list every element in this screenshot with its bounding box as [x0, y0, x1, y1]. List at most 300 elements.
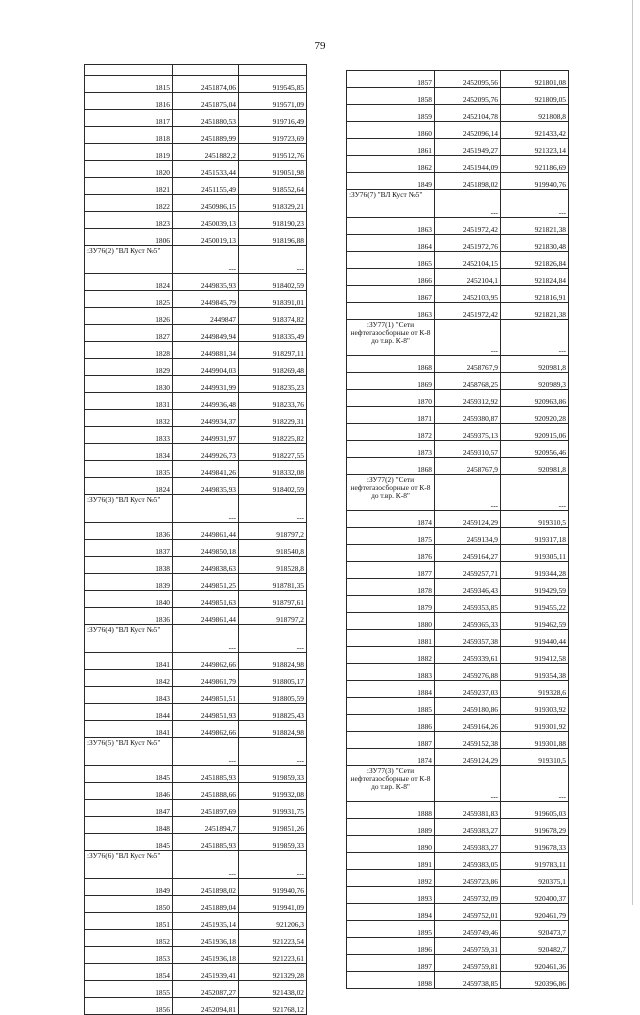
table-row [85, 291, 307, 308]
x-coordinate: 2450986,15 [173, 195, 239, 212]
x-coordinate: --- [173, 851, 239, 879]
table-row [347, 802, 569, 819]
table-row [347, 373, 569, 390]
point-number: 1834 [85, 444, 173, 461]
x-coordinate: 2459257,71 [435, 562, 501, 579]
table-row [85, 766, 307, 783]
x-coordinate: 2449851,63 [173, 591, 239, 608]
point-number: 1819 [85, 144, 173, 161]
section-header-row [347, 766, 569, 802]
point-number: 1839 [85, 574, 173, 591]
y-coordinate: 919941,09 [239, 896, 307, 913]
table-row [85, 557, 307, 574]
y-coordinate: 919412,58 [501, 647, 569, 664]
x-coordinate: 2459353,85 [435, 596, 501, 613]
y-coordinate: 919678,33 [501, 836, 569, 853]
table-row [347, 972, 569, 989]
x-coordinate: 2449838,63 [173, 557, 239, 574]
table-row [85, 461, 307, 478]
x-coordinate: 2449934,37 [173, 410, 239, 427]
table-row [347, 732, 569, 749]
table-row [85, 342, 307, 359]
y-coordinate: 918190,23 [239, 212, 307, 229]
y-coordinate: 920920,28 [501, 407, 569, 424]
y-coordinate: 921186,69 [501, 156, 569, 173]
x-coordinate: 2449850,18 [173, 540, 239, 557]
section-label: :ЗУ77(3) "Сети нефтегазосборные от К-8 до т.вр. К-8" [347, 766, 435, 802]
x-coordinate: 2459237,03 [435, 681, 501, 698]
point-number: 1881 [347, 630, 435, 647]
x-coordinate: 2459134,9 [435, 528, 501, 545]
x-coordinate: 2451972,76 [435, 235, 501, 252]
point-number: 1866 [347, 269, 435, 286]
table-row [347, 596, 569, 613]
x-coordinate: 2449861,44 [173, 523, 239, 540]
x-coordinate: 2449936,48 [173, 393, 239, 410]
point-number: 1880 [347, 613, 435, 630]
point-number: 1898 [347, 972, 435, 989]
y-coordinate: 919605,03 [501, 802, 569, 819]
y-coordinate: 919328,6 [501, 681, 569, 698]
point-number: 1868 [347, 458, 435, 475]
point-number: 1870 [347, 390, 435, 407]
y-coordinate: 919310,5 [501, 511, 569, 528]
x-coordinate: 2449881,34 [173, 342, 239, 359]
x-coordinate: 2459152,38 [435, 732, 501, 749]
x-coordinate: 2459759,81 [435, 955, 501, 972]
point-number: 1826 [85, 308, 173, 325]
x-coordinate: 2449851,93 [173, 704, 239, 721]
x-coordinate: 2452095,76 [435, 88, 501, 105]
table-row [347, 562, 569, 579]
table-row [85, 127, 307, 144]
x-coordinate: --- [173, 738, 239, 766]
x-coordinate: 2459357,38 [435, 630, 501, 647]
table-row [347, 286, 569, 303]
table-row [85, 178, 307, 195]
table-row [85, 653, 307, 670]
x-coordinate: 2451882,2 [173, 144, 239, 161]
y-coordinate: --- [239, 495, 307, 523]
x-coordinate: 2451936,18 [173, 947, 239, 964]
table-row [85, 540, 307, 557]
point-number: 1875 [347, 528, 435, 545]
point-number: 1816 [85, 93, 173, 110]
x-coordinate: 2459381,83 [435, 802, 501, 819]
point-number: 1879 [347, 596, 435, 613]
point-number: 1861 [347, 139, 435, 156]
point-number: 1851 [85, 913, 173, 930]
table-row [85, 393, 307, 410]
section-header-row [85, 625, 307, 653]
x-coordinate: 2452104,1 [435, 269, 501, 286]
table-row [347, 938, 569, 955]
point-number: 1876 [347, 545, 435, 562]
y-coordinate: 921323,14 [501, 139, 569, 156]
point-number: 1840 [85, 591, 173, 608]
y-coordinate: 919723,69 [239, 127, 307, 144]
table-row [347, 71, 569, 88]
y-coordinate: 920956,46 [501, 441, 569, 458]
y-coordinate: 921768,12 [239, 998, 307, 1015]
table-row [347, 613, 569, 630]
y-coordinate: 918391,01 [239, 291, 307, 308]
y-coordinate: 920375,1 [501, 870, 569, 887]
y-coordinate: 918269,48 [239, 359, 307, 376]
point-number: 1843 [85, 687, 173, 704]
x-coordinate: 2452103,95 [435, 286, 501, 303]
x-coordinate: 2459380,87 [435, 407, 501, 424]
x-coordinate: 2451972,42 [435, 303, 501, 320]
y-coordinate: 919859,33 [239, 834, 307, 851]
y-coordinate: 920461,36 [501, 955, 569, 972]
table-row [347, 105, 569, 122]
table-row [347, 269, 569, 286]
point-number: 1852 [85, 930, 173, 947]
table-row [347, 545, 569, 562]
point-number: 1853 [85, 947, 173, 964]
table-row [347, 870, 569, 887]
y-coordinate: 919716,49 [239, 110, 307, 127]
table-row [347, 407, 569, 424]
point-number: 1860 [347, 122, 435, 139]
table-row [85, 879, 307, 896]
x-coordinate: 2449861,79 [173, 670, 239, 687]
point-number: 1864 [347, 235, 435, 252]
x-coordinate: 2449926,73 [173, 444, 239, 461]
x-coordinate: 2459383,27 [435, 836, 501, 853]
point-number: 1836 [85, 608, 173, 625]
table-row [85, 687, 307, 704]
y-coordinate: 920981,8 [501, 458, 569, 475]
x-coordinate: 2451885,93 [173, 766, 239, 783]
table-row [347, 904, 569, 921]
y-coordinate: 918805,59 [239, 687, 307, 704]
point-number: 1882 [347, 647, 435, 664]
y-coordinate: 918332,08 [239, 461, 307, 478]
y-coordinate: 918781,35 [239, 574, 307, 591]
table-row [85, 913, 307, 930]
point-number: 1869 [347, 373, 435, 390]
table-row [347, 424, 569, 441]
x-coordinate: 2459375,13 [435, 424, 501, 441]
table-row [347, 819, 569, 836]
x-coordinate: 2449861,44 [173, 608, 239, 625]
table-row [85, 359, 307, 376]
table-row [347, 156, 569, 173]
point-number: 1871 [347, 407, 435, 424]
point-number: 1829 [85, 359, 173, 376]
y-coordinate: 919571,09 [239, 93, 307, 110]
x-coordinate: 2451898,02 [173, 879, 239, 896]
table-row [347, 664, 569, 681]
y-coordinate: 919512,76 [239, 144, 307, 161]
table-row [85, 670, 307, 687]
y-coordinate: 921830,48 [501, 235, 569, 252]
x-coordinate: --- [173, 246, 239, 274]
table-row [85, 161, 307, 178]
y-coordinate: 918552,64 [239, 178, 307, 195]
x-coordinate: 2449931,99 [173, 376, 239, 393]
x-coordinate: 2458768,25 [435, 373, 501, 390]
table-row [347, 715, 569, 732]
x-coordinate: 2459732,09 [435, 887, 501, 904]
x-coordinate: 2449847 [173, 308, 239, 325]
point-number: 1872 [347, 424, 435, 441]
table-row [347, 836, 569, 853]
y-coordinate: 918540,8 [239, 540, 307, 557]
table-row [347, 390, 569, 407]
y-coordinate: 918402,59 [239, 274, 307, 291]
table-row [85, 274, 307, 291]
table-row [347, 749, 569, 766]
y-coordinate: 919317,18 [501, 528, 569, 545]
coordinates-table-left [84, 64, 307, 1015]
point-number: 1884 [347, 681, 435, 698]
point-number: 1889 [347, 819, 435, 836]
x-coordinate: 2451949,27 [435, 139, 501, 156]
x-coordinate: 2451898,02 [435, 173, 501, 190]
table-row [347, 887, 569, 904]
point-number: 1849 [347, 173, 435, 190]
point-number: 1891 [347, 853, 435, 870]
y-coordinate: 919440,44 [501, 630, 569, 647]
point-number: 1835 [85, 461, 173, 478]
point-number: 1878 [347, 579, 435, 596]
x-coordinate: 2451944,09 [435, 156, 501, 173]
point-number: 1845 [85, 834, 173, 851]
point-number: 1885 [347, 698, 435, 715]
point-number: 1863 [347, 218, 435, 235]
table-row [85, 800, 307, 817]
y-coordinate: 920963,86 [501, 390, 569, 407]
y-coordinate: 920482,7 [501, 938, 569, 955]
y-coordinate: 919851,26 [239, 817, 307, 834]
y-coordinate: 918805,17 [239, 670, 307, 687]
section-label: :ЗУ76(5) "ВЛ Куст №5" [85, 738, 173, 766]
x-coordinate: 2459752,01 [435, 904, 501, 921]
y-coordinate: 918824,98 [239, 653, 307, 670]
point-number: 1825 [85, 291, 173, 308]
y-coordinate: 919344,28 [501, 562, 569, 579]
y-coordinate: 919932,08 [239, 783, 307, 800]
y-coordinate: --- [239, 625, 307, 653]
section-header-row [347, 190, 569, 218]
point-number: 1806 [85, 229, 173, 246]
y-coordinate: 919310,5 [501, 749, 569, 766]
point-number: 1858 [347, 88, 435, 105]
y-coordinate: 920915,06 [501, 424, 569, 441]
x-coordinate: 2451897,69 [173, 800, 239, 817]
point-number: 1846 [85, 783, 173, 800]
x-coordinate: 2452094,81 [173, 998, 239, 1015]
section-header-row [85, 246, 307, 274]
table-row [85, 998, 307, 1015]
x-coordinate: 2459723,86 [435, 870, 501, 887]
table-row [347, 511, 569, 528]
x-coordinate: 2459749,46 [435, 921, 501, 938]
y-coordinate: --- [501, 475, 569, 511]
table-row [85, 427, 307, 444]
y-coordinate: 919051,98 [239, 161, 307, 178]
point-number: 1832 [85, 410, 173, 427]
table-row [347, 647, 569, 664]
x-coordinate: 2451889,04 [173, 896, 239, 913]
y-coordinate: 918229,31 [239, 410, 307, 427]
point-number: 1894 [347, 904, 435, 921]
x-coordinate: 2459759,31 [435, 938, 501, 955]
x-coordinate: 2459124,29 [435, 511, 501, 528]
table-row [85, 229, 307, 246]
x-coordinate: 2451936,18 [173, 930, 239, 947]
point-number: 1838 [85, 557, 173, 574]
table-row [85, 110, 307, 127]
x-coordinate: 2451889,99 [173, 127, 239, 144]
section-label: :ЗУ76(6) "ВЛ Куст №5" [85, 851, 173, 879]
y-coordinate: 918797,61 [239, 591, 307, 608]
section-label: :ЗУ76(3) "ВЛ Куст №5" [85, 495, 173, 523]
y-coordinate: 921809,05 [501, 88, 569, 105]
y-coordinate: --- [501, 766, 569, 802]
x-coordinate: 2449931,97 [173, 427, 239, 444]
y-coordinate: 920400,37 [501, 887, 569, 904]
point-number: 1868 [347, 356, 435, 373]
y-coordinate: 919301,88 [501, 732, 569, 749]
section-label: :ЗУ76(7) "ВЛ Куст №5" [347, 190, 435, 218]
point-number: 1820 [85, 161, 173, 178]
point-number: 1854 [85, 964, 173, 981]
table-row [347, 630, 569, 647]
y-coordinate: 921826,84 [501, 252, 569, 269]
point-number: 1859 [347, 105, 435, 122]
point-number: 1877 [347, 562, 435, 579]
section-header-row [85, 495, 307, 523]
y-coordinate: 918225,82 [239, 427, 307, 444]
point-number: 1886 [347, 715, 435, 732]
x-coordinate: 2459738,85 [435, 972, 501, 989]
point-number: 1824 [85, 478, 173, 495]
point-number: 1890 [347, 836, 435, 853]
y-coordinate: --- [239, 246, 307, 274]
x-coordinate: 2452104,78 [435, 105, 501, 122]
y-coordinate: 918297,11 [239, 342, 307, 359]
x-coordinate: 2449849,94 [173, 325, 239, 342]
y-coordinate: 921808,8 [501, 105, 569, 122]
point-number: 1896 [347, 938, 435, 955]
y-coordinate: 918374,82 [239, 308, 307, 325]
point-number: 1865 [347, 252, 435, 269]
y-coordinate: 918824,98 [239, 721, 307, 738]
point-number: 1897 [347, 955, 435, 972]
y-coordinate: 919940,76 [239, 879, 307, 896]
point-number: 1836 [85, 523, 173, 540]
y-coordinate: 919429,59 [501, 579, 569, 596]
x-coordinate: 2459180,86 [435, 698, 501, 715]
table-row [85, 444, 307, 461]
point-number: 1844 [85, 704, 173, 721]
table-row [347, 139, 569, 156]
x-coordinate: 2452087,27 [173, 981, 239, 998]
x-coordinate: 2458767,9 [435, 356, 501, 373]
table-row [85, 212, 307, 229]
section-label: :ЗУ76(2) "ВЛ Куст №5" [85, 246, 173, 274]
x-coordinate: 2458767,9 [435, 458, 501, 475]
x-coordinate: 2451885,93 [173, 834, 239, 851]
table-row [347, 356, 569, 373]
point-number: 1855 [85, 981, 173, 998]
point-number: 1850 [85, 896, 173, 913]
y-coordinate: 920981,8 [501, 356, 569, 373]
x-coordinate: --- [435, 475, 501, 511]
x-coordinate: 2452104,15 [435, 252, 501, 269]
y-coordinate: 921801,08 [501, 71, 569, 88]
y-coordinate: 920473,7 [501, 921, 569, 938]
table-row [85, 834, 307, 851]
y-coordinate: 918329,21 [239, 195, 307, 212]
table-row [85, 523, 307, 540]
point-number: 1874 [347, 749, 435, 766]
x-coordinate: --- [435, 320, 501, 356]
point-number: 1856 [85, 998, 173, 1015]
point-number: 1867 [347, 286, 435, 303]
point-number: 1847 [85, 800, 173, 817]
table-row [85, 930, 307, 947]
y-coordinate: 918528,8 [239, 557, 307, 574]
point-number: 1893 [347, 887, 435, 904]
point-number: 1857 [347, 71, 435, 88]
section-label: :ЗУ76(4) "ВЛ Куст №5" [85, 625, 173, 653]
x-coordinate: 2459276,88 [435, 664, 501, 681]
x-coordinate: 2449835,93 [173, 274, 239, 291]
x-coordinate: 2452096,14 [435, 122, 501, 139]
y-coordinate: 919783,11 [501, 853, 569, 870]
table-row [347, 173, 569, 190]
y-coordinate: 918233,76 [239, 393, 307, 410]
table-row [85, 981, 307, 998]
y-coordinate: 918335,49 [239, 325, 307, 342]
point-number: 1848 [85, 817, 173, 834]
table-row [85, 410, 307, 427]
x-coordinate: 2459339,61 [435, 647, 501, 664]
point-number: 1828 [85, 342, 173, 359]
point-number: 1823 [85, 212, 173, 229]
x-coordinate: 2449851,51 [173, 687, 239, 704]
point-number: 1883 [347, 664, 435, 681]
table-row [347, 458, 569, 475]
y-coordinate: 918227,55 [239, 444, 307, 461]
y-coordinate: 918235,23 [239, 376, 307, 393]
section-header-row [85, 738, 307, 766]
point-number: 1892 [347, 870, 435, 887]
point-number: 1822 [85, 195, 173, 212]
x-coordinate: 2450039,13 [173, 212, 239, 229]
table-row [85, 964, 307, 981]
table-row [347, 681, 569, 698]
y-coordinate: 918797,2 [239, 523, 307, 540]
table-row [85, 376, 307, 393]
table-row [85, 721, 307, 738]
table-row [85, 325, 307, 342]
coordinates-table-right [346, 70, 569, 989]
point-number: 1818 [85, 127, 173, 144]
point-number: 1842 [85, 670, 173, 687]
x-coordinate: 2459310,57 [435, 441, 501, 458]
table-row [347, 122, 569, 139]
x-coordinate: --- [435, 766, 501, 802]
point-number: 1837 [85, 540, 173, 557]
table-row [347, 955, 569, 972]
x-coordinate: 2451155,49 [173, 178, 239, 195]
